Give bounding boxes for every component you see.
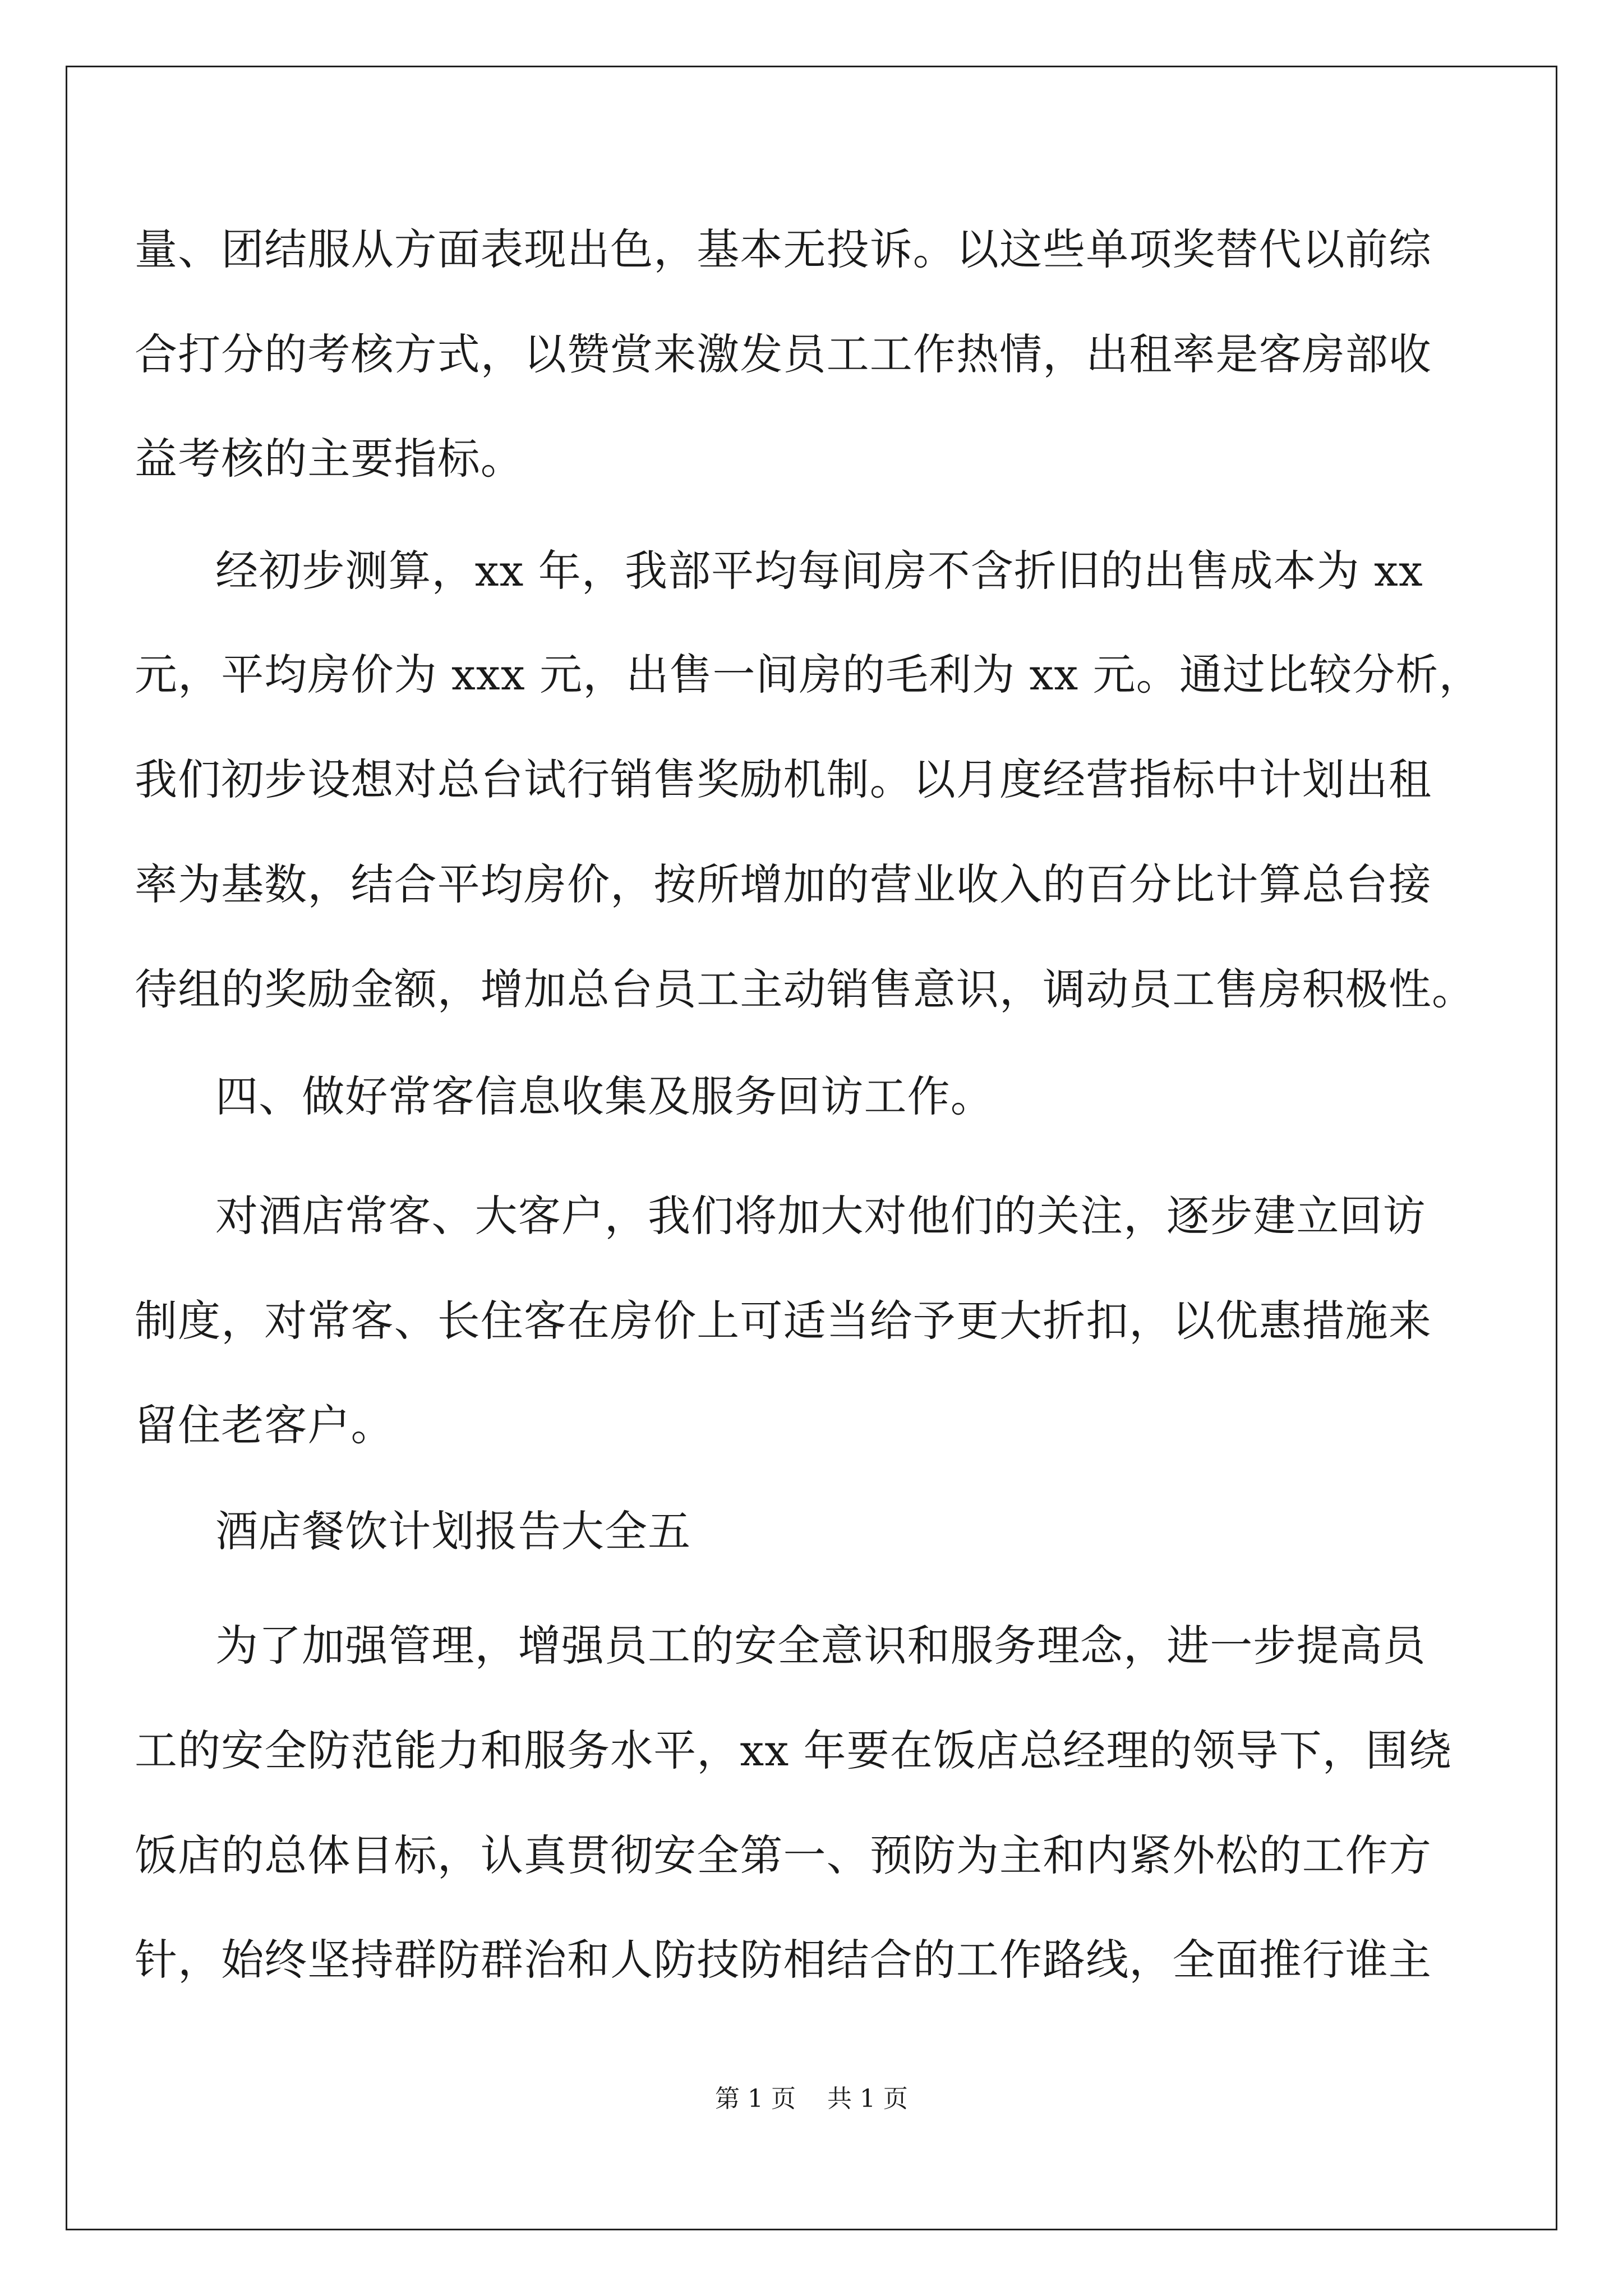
paragraph-first-line: 经初步测算，xx 年，我部平均每间房不含折旧的出售成本为 xx <box>215 546 1423 596</box>
text-line: 我们初步设想对总台试行销售奖励机制。以月度经营指标中计划出租 <box>135 754 1432 804</box>
text-line: 留住老客户。 <box>135 1400 394 1450</box>
text-line: 元，平均房价为 xxx 元，出售一间房的毛利为 xx 元。通过比较分析， <box>135 650 1482 700</box>
paragraph-first-line: 为了加强管理，增强员工的安全意识和服务理念，进一步提高员 <box>215 1621 1426 1671</box>
text-line: 益考核的主要指标。 <box>135 434 524 484</box>
paragraph-first-line: 对酒店常客、大客户，我们将加大对他们的关注，逐步建立回访 <box>215 1191 1426 1241</box>
page-border <box>66 66 1557 2230</box>
text-line: 工的安全防范能力和服务水平，xx 年要在饭店总经理的领导下，围绕 <box>135 1726 1453 1775</box>
text-line: 量、团结服从方面表现出色，基本无投诉。以这些单项奖替代以前综 <box>135 224 1432 274</box>
section-title: 酒店餐饮计划报告大全五 <box>215 1506 691 1556</box>
text-line: 合打分的考核方式，以赞赏来激发员工工作热情，出租率是客房部收 <box>135 329 1432 379</box>
text-line: 率为基数，结合平均房价，按所增加的营业收入的百分比计算总台接 <box>135 859 1432 909</box>
page-footer: 第 1 页 共 1 页 <box>715 2085 908 2113</box>
text-line: 待组的奖励金额，增加总台员工主动销售意识，调动员工售房积极性。 <box>135 964 1476 1014</box>
text-line: 饭店的总体目标，认真贯彻安全第一、预防为主和内紧外松的工作方 <box>135 1830 1432 1880</box>
text-line: 制度，对常客、长住客在房价上可适当给予更大折扣，以优惠措施来 <box>135 1296 1432 1346</box>
section-heading: 四、做好常客信息收集及服务回访工作。 <box>215 1071 994 1121</box>
text-line: 针，始终坚持群防群治和人防技防相结合的工作路线，全面推行谁主 <box>135 1935 1432 1985</box>
